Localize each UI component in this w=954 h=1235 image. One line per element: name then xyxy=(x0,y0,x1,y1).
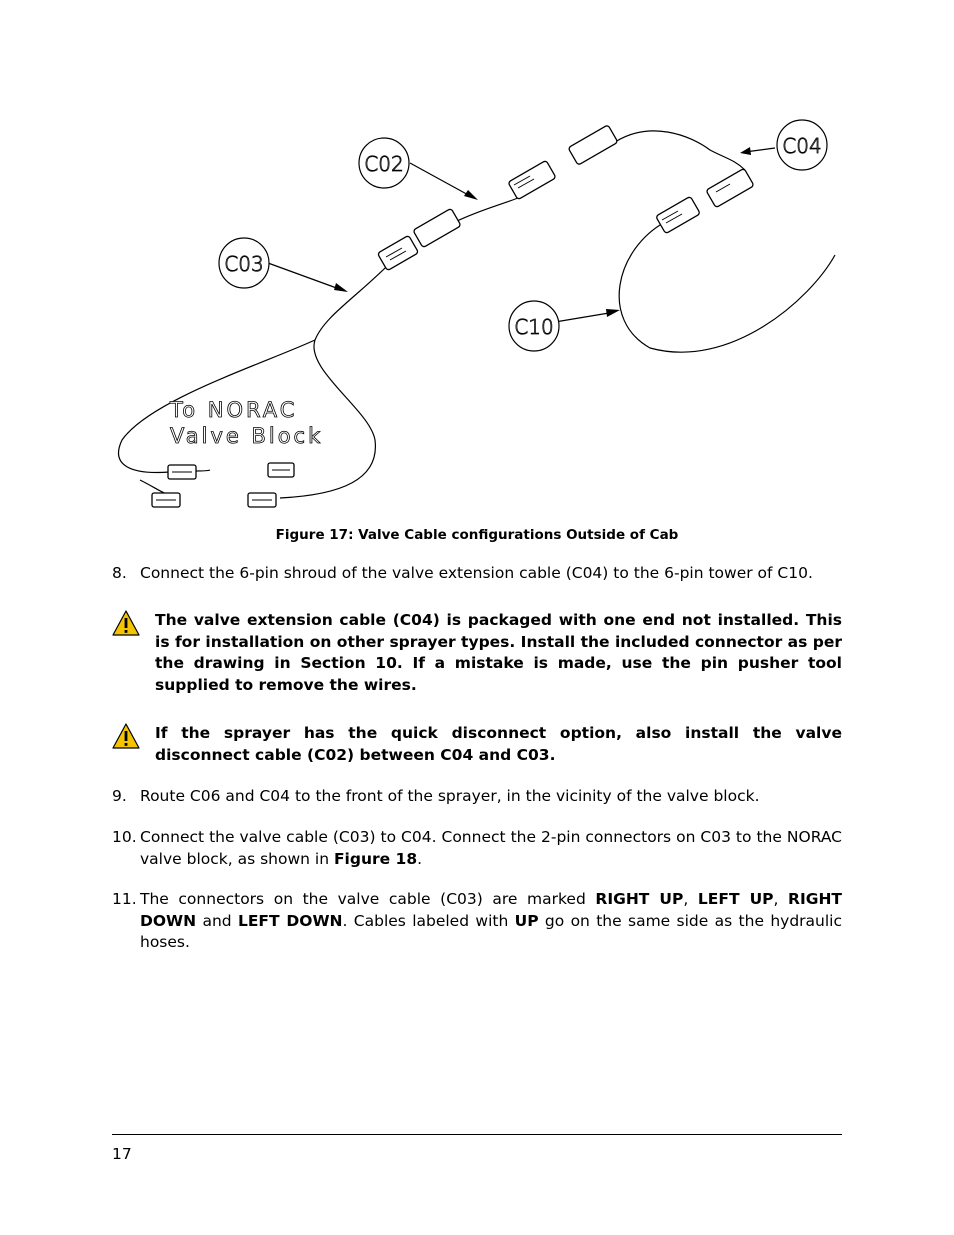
figure-reference: Figure 18 xyxy=(333,849,418,868)
connector-c02-shroud xyxy=(413,208,461,247)
warning-text: If the sprayer has the quick disconnect option, also install the valve disconnect cable (C02) between C04 and C03. xyxy=(155,724,842,764)
step-number: 10. xyxy=(112,828,137,846)
step-text: Route C06 and C04 to the front of the sprayer, in the vicinity of the valve block. xyxy=(140,787,760,805)
label-c02: C02 xyxy=(364,152,404,176)
warning-icon xyxy=(112,610,140,636)
step-number: 11. xyxy=(112,890,137,908)
keyword-left-up: LEFT UP xyxy=(697,890,774,908)
step-text-part: . Cables labeled with xyxy=(342,911,515,930)
wire-c04 xyxy=(615,131,745,170)
wire-c03-main xyxy=(315,258,395,340)
keyword-left-down: LEFT DOWN xyxy=(237,911,343,930)
wire-c10 xyxy=(619,222,835,352)
label-c04: C04 xyxy=(782,134,822,158)
warning-2 xyxy=(112,723,842,766)
footer-divider xyxy=(112,1134,842,1135)
step-text-part: go on the same side as the hydraulic hoses. xyxy=(140,911,842,951)
step-text-part: , xyxy=(683,890,698,908)
warning-icon xyxy=(112,723,140,749)
connector-c04-shroud xyxy=(568,125,618,165)
cable-diagram xyxy=(110,110,845,520)
connector-c04-end xyxy=(706,168,754,207)
label-c03: C03 xyxy=(224,252,264,276)
step-text xyxy=(140,827,842,870)
wire-c02 xyxy=(455,198,518,222)
warning-1 xyxy=(112,610,842,696)
step-number: 8. xyxy=(112,564,127,582)
step-text-part: The connectors on the valve cable (C03) are marked xyxy=(140,890,596,908)
step-8 xyxy=(112,563,842,585)
page-number: 17 xyxy=(112,1145,132,1163)
step-text-part: . xyxy=(417,849,423,868)
step-text-part: Connect the valve cable (C03) to C04. Connect the 2-pin connectors on C03 to the NORAC valve block, as shown in xyxy=(140,828,842,868)
label-c10: C10 xyxy=(514,315,554,339)
keyword-right-up: RIGHT UP xyxy=(595,890,684,908)
step-number: 9. xyxy=(112,787,127,805)
step-9 xyxy=(112,786,842,808)
step-10 xyxy=(112,827,842,870)
label-block-line1: To NORAC xyxy=(170,398,298,422)
connector-c10-tower xyxy=(656,196,701,233)
label-block-line2: Valve Block xyxy=(170,424,324,448)
step-text: Connect the 6-pin shroud of the valve extension cable (C04) to the 6-pin tower of C10. xyxy=(140,564,813,582)
step-text-part: and xyxy=(196,911,238,930)
valve-cable-figure xyxy=(110,110,845,520)
keyword-up: UP xyxy=(514,911,539,930)
step-text xyxy=(140,889,842,954)
keyword-right-down: RIGHT DOWN xyxy=(140,890,843,930)
step-text-part: , xyxy=(773,890,789,908)
warning-text: The valve extension cable (C04) is packaged with one end not installed. This is for installation on other sprayer types. Install the included connector as per the drawing in Section 10. If a mistake is made, use the pin pusher tool supplied to remove the wires. xyxy=(155,611,842,694)
figure-caption: Figure 17: Valve Cable configurations Outside of Cab xyxy=(275,527,679,543)
step-11 xyxy=(112,889,842,954)
connector-c03-6pin xyxy=(377,235,418,270)
